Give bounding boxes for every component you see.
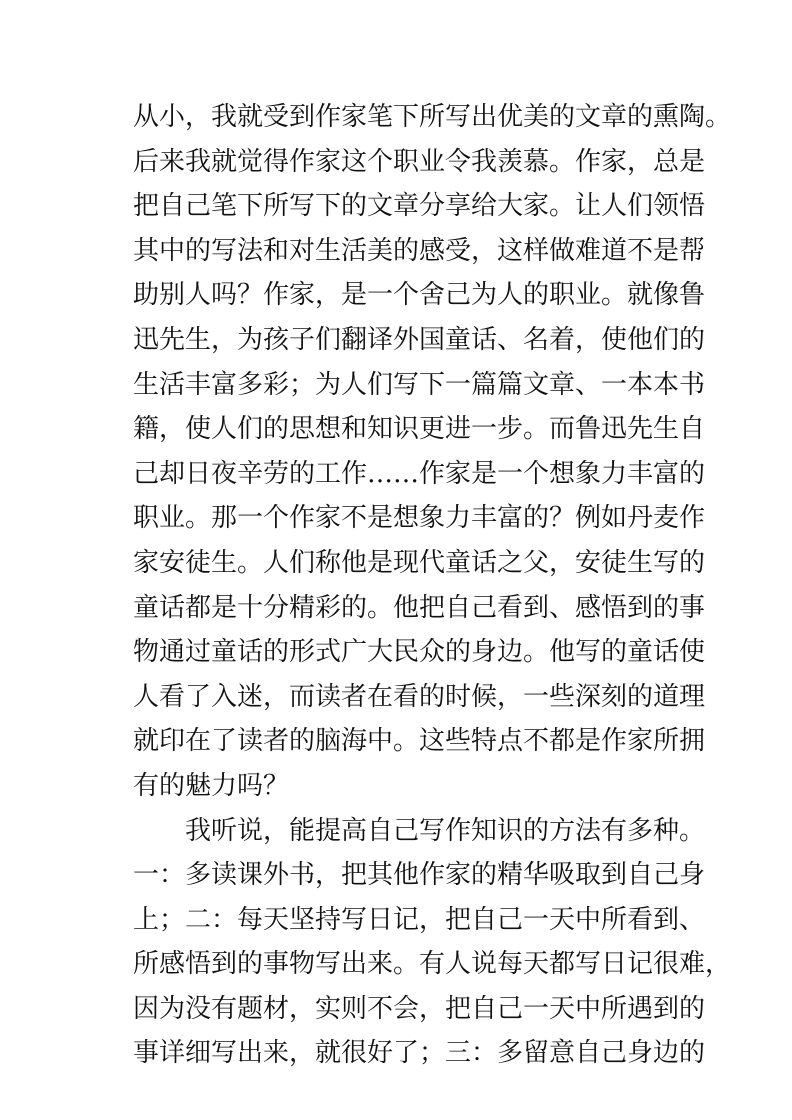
body-text	[133, 95, 732, 1076]
text-line: 把自己笔下所写下的文章分享给大家。让人们领悟	[133, 191, 706, 222]
text-line: 助别人吗？作家，是一个舍己为人的职业。就像鲁	[133, 280, 706, 311]
text-line: 其中的写法和对生活美的感受，这样做难道不是帮	[133, 235, 706, 266]
text-line: 童话都是十分精彩的。他把自己看到、感悟到的事	[133, 592, 706, 623]
text-line: 籍，使人们的思想和知识更进一步。而鲁迅先生自	[133, 414, 706, 445]
text-line: 人看了入迷，而读者在看的时候，一些深刻的道理	[133, 681, 706, 712]
text-line: 所感悟到的事物写出来。有人说每天都写日记很难，	[133, 949, 732, 980]
text-line: 迅先生，为孩子们翻译外国童话、名着，使他们的	[133, 324, 706, 355]
text-line: 后来我就觉得作家这个职业令我羡慕。作家，总是	[133, 146, 706, 177]
text-line: 从小，我就受到作家笔下所写出优美的文章的熏陶。	[133, 102, 732, 132]
text-line: 事详细写出来，就很好了；三：多留意自己身边的	[133, 1038, 706, 1069]
text-line-indented: 我听说，能提高自己写作知识的方法有多种。	[185, 815, 706, 846]
text-line: 己却日夜辛劳的工作……作家是一个想象力丰富的	[133, 458, 706, 489]
text-line: 就印在了读者的脑海中。这些特点不都是作家所拥	[133, 726, 706, 757]
text-line: 生活丰富多彩；为人们写下一篇篇文章、一本本书	[133, 369, 706, 400]
text-line: 物通过童话的形式广大民众的身边。他写的童话使	[133, 637, 706, 668]
text-line: 有的魅力吗？	[133, 770, 290, 801]
text-line: 因为没有题材，实则不会，把自己一天中所遇到的	[133, 993, 706, 1024]
text-line: 家安徒生。人们称他是现代童话之父，安徒生写的	[133, 547, 706, 578]
text-line: 上；二：每天坚持写日记，把自己一天中所看到、	[133, 904, 706, 935]
text-line: 一：多读课外书，把其他作家的精华吸取到自己身	[133, 860, 706, 891]
text-line: 职业。那一个作家不是想象力丰富的？例如丹麦作	[133, 503, 706, 534]
